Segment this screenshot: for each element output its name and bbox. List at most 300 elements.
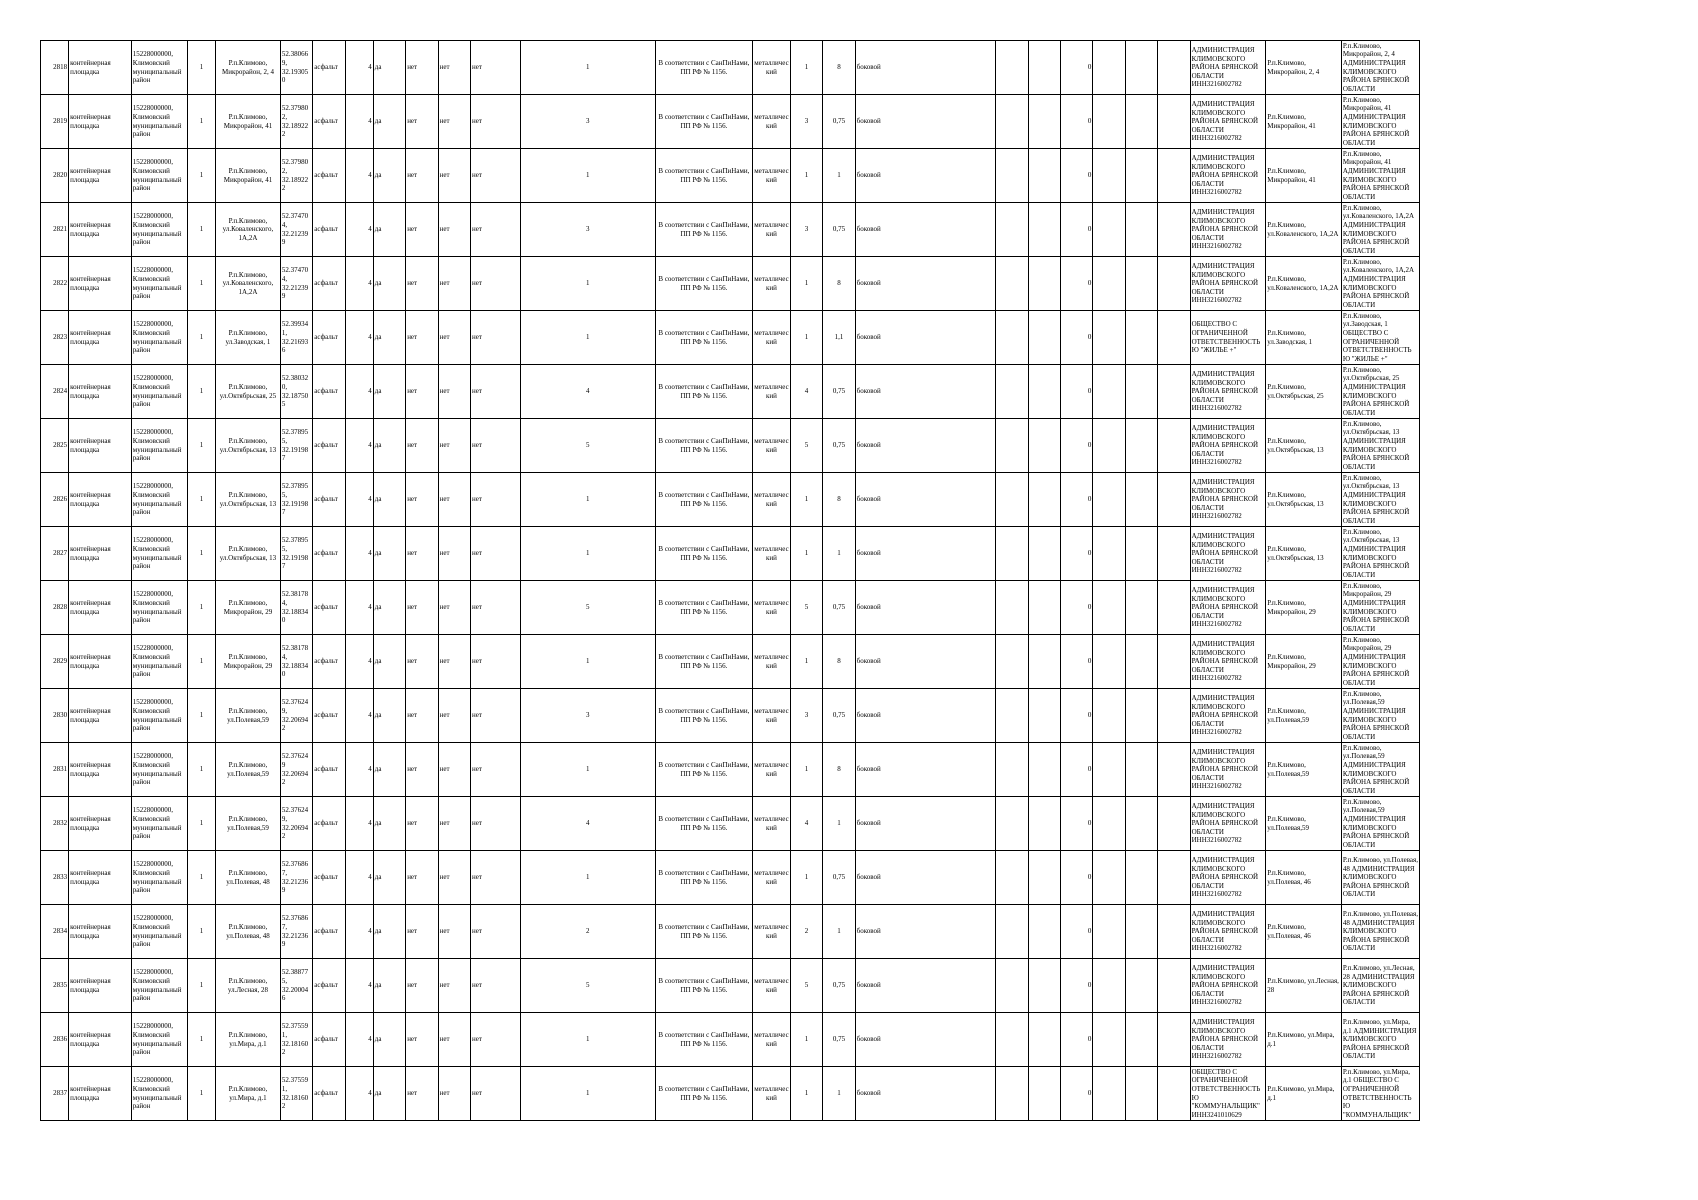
empty-5-cell <box>1158 581 1190 635</box>
empty-1-cell <box>996 203 1028 257</box>
flag-one-cell: 1 <box>187 473 215 527</box>
site-address-cell: Р.п.Климово, Микрорайон, 29 <box>216 581 281 635</box>
source-address-cell: Р.п.Климово, ул.Лесная, 28 <box>1266 959 1342 1013</box>
site-address-cell: Р.п.Климово, Микрорайон, 2, 4 <box>216 41 281 95</box>
empty-2-cell <box>1028 635 1060 689</box>
legal-basis-cell: В соответствии с СанПиНами, ПП РФ № 1156. <box>655 635 752 689</box>
flag-one-cell: 1 <box>187 581 215 635</box>
area-cell: 4 <box>345 203 373 257</box>
row-number-cell: 2819 <box>41 95 69 149</box>
legal-basis-cell: В соответствии с СанПиНами, ПП РФ № 1156. <box>655 1013 752 1067</box>
row-number-cell: 2832 <box>41 797 69 851</box>
owner-org-cell: АДМИНИСТРАЦИЯ КЛИМОВСКОГО РАЙОНА БРЯНСКОЙ ОБЛАСТИ ИНН3216002782 <box>1190 41 1266 95</box>
area-cell: 4 <box>345 149 373 203</box>
container-qty-cell: 1 <box>790 635 822 689</box>
legal-basis-cell: В соответствии с СанПиНами, ПП РФ № 1156. <box>655 689 752 743</box>
area-cell: 4 <box>345 689 373 743</box>
table-row <box>41 689 1420 743</box>
flag-no-3-cell: нет <box>471 1067 521 1121</box>
site-address-cell: Р.п.Климово, Микрорайон, 41 <box>216 95 281 149</box>
empty-5-cell <box>1158 1067 1190 1121</box>
fence-cell: да <box>373 95 405 149</box>
flag-one-cell: 1 <box>187 257 215 311</box>
table-row <box>41 257 1420 311</box>
container-volume-cell: 0,75 <box>823 689 855 743</box>
container-count-cell: 1 <box>520 1013 655 1067</box>
empty-4-cell <box>1125 95 1157 149</box>
owner-org-cell: АДМИНИСТРАЦИЯ КЛИМОВСКОГО РАЙОНА БРЯНСКОЙ ОБЛАСТИ ИНН3216002782 <box>1190 959 1266 1013</box>
oktmo-district-cell: 15228000000, Климовский муниципальный район <box>131 419 187 473</box>
container-material-cell: металлический <box>753 581 791 635</box>
container-material-cell: металлический <box>753 959 791 1013</box>
empty-3-cell <box>1093 797 1125 851</box>
row-number-cell: 2833 <box>41 851 69 905</box>
area-cell: 4 <box>345 419 373 473</box>
waste-source-cell: Р.п.Климово, ул.Коваленского, 1А,2А АДМИНИСТРАЦИЯ КЛИМОВСКОГО РАЙОНА БРЯНСКОЙ ОБЛАСТИ <box>1341 257 1419 311</box>
empty-5-cell <box>1158 149 1190 203</box>
flag-no-3-cell: нет <box>471 257 521 311</box>
site-address-cell: Р.п.Климово, ул.Мира, д.1 <box>216 1013 281 1067</box>
source-address-cell: Р.п.Климово, ул.Октябрьская, 13 <box>1266 419 1342 473</box>
empty-5-cell <box>1158 743 1190 797</box>
container-count-cell: 1 <box>520 527 655 581</box>
oktmo-district-cell: 15228000000, Климовский муниципальный район <box>131 311 187 365</box>
coordinates-cell: 52.37980 2, 32.18922 2 <box>280 149 312 203</box>
flag-no-2-cell: нет <box>438 527 470 581</box>
empty-1-cell <box>996 311 1028 365</box>
fence-cell: да <box>373 581 405 635</box>
empty-3-cell <box>1093 203 1125 257</box>
flag-one-cell: 1 <box>187 419 215 473</box>
container-volume-cell: 0,75 <box>823 365 855 419</box>
waste-source-cell: Р.п.Климово, ул.Заводская, 1 ОБЩЕСТВО С ОГРАНИЧЕННОЙ ОТВЕТСТВЕННОСТЬЮ "ЖИЛЬЕ +" <box>1341 311 1419 365</box>
row-number-cell: 2822 <box>41 257 69 311</box>
source-address-cell: Р.п.Климово, Микрорайон, 41 <box>1266 149 1342 203</box>
empty-4-cell <box>1125 581 1157 635</box>
empty-4-cell <box>1125 41 1157 95</box>
oktmo-district-cell: 15228000000, Климовский муниципальный район <box>131 743 187 797</box>
flag-one-cell: 1 <box>187 41 215 95</box>
owner-org-cell: АДМИНИСТРАЦИЯ КЛИМОВСКОГО РАЙОНА БРЯНСКОЙ ОБЛАСТИ ИНН3216002782 <box>1190 95 1266 149</box>
container-material-cell: металлический <box>753 473 791 527</box>
container-qty-cell: 2 <box>790 905 822 959</box>
flag-no-3-cell: нет <box>471 203 521 257</box>
flag-no-3-cell: нет <box>471 797 521 851</box>
empty-5-cell <box>1158 635 1190 689</box>
table-row <box>41 149 1420 203</box>
flag-no-2-cell: нет <box>438 41 470 95</box>
empty-3-cell <box>1093 257 1125 311</box>
area-cell: 4 <box>345 1067 373 1121</box>
empty-5-cell <box>1158 203 1190 257</box>
oktmo-district-cell: 15228000000, Климовский муниципальный район <box>131 257 187 311</box>
surface-type-cell: асфальт <box>313 203 345 257</box>
flag-no-2-cell: нет <box>438 743 470 797</box>
owner-org-cell: АДМИНИСТРАЦИЯ КЛИМОВСКОГО РАЙОНА БРЯНСКОЙ ОБЛАСТИ ИНН3216002782 <box>1190 797 1266 851</box>
fence-cell: да <box>373 149 405 203</box>
surface-type-cell: асфальт <box>313 257 345 311</box>
oktmo-district-cell: 15228000000, Климовский муниципальный район <box>131 797 187 851</box>
flag-one-cell: 1 <box>187 203 215 257</box>
empty-5-cell <box>1158 365 1190 419</box>
site-address-cell: Р.п.Климово, ул.Заводская, 1 <box>216 311 281 365</box>
oktmo-district-cell: 15228000000, Климовский муниципальный район <box>131 41 187 95</box>
container-material-cell: металлический <box>753 149 791 203</box>
object-type-cell: контейнерная площадка <box>69 95 132 149</box>
zero-value-cell: 0 <box>1060 41 1092 95</box>
flag-no-1-cell: нет <box>406 959 438 1013</box>
empty-4-cell <box>1125 689 1157 743</box>
container-qty-cell: 5 <box>790 581 822 635</box>
site-address-cell: Р.п.Климово, ул.Лесная, 28 <box>216 959 281 1013</box>
empty-2-cell <box>1028 257 1060 311</box>
coordinates-cell: 52.37559 1, 32.18160 2 <box>280 1067 312 1121</box>
surface-type-cell: асфальт <box>313 905 345 959</box>
container-qty-cell: 1 <box>790 257 822 311</box>
container-count-cell: 1 <box>520 311 655 365</box>
source-address-cell: Р.п.Климово, ул.Полевая, 46 <box>1266 851 1342 905</box>
load-type-cell: боковой <box>855 743 995 797</box>
empty-1-cell <box>996 905 1028 959</box>
coordinates-cell: 52.37624 9 32.20694 2 <box>280 743 312 797</box>
flag-no-2-cell: нет <box>438 95 470 149</box>
oktmo-district-cell: 15228000000, Климовский муниципальный район <box>131 203 187 257</box>
empty-4-cell <box>1125 905 1157 959</box>
legal-basis-cell: В соответствии с СанПиНами, ПП РФ № 1156. <box>655 365 752 419</box>
load-type-cell: боковой <box>855 905 995 959</box>
empty-2-cell <box>1028 1067 1060 1121</box>
object-type-cell: контейнерная площадка <box>69 41 132 95</box>
container-count-cell: 1 <box>520 473 655 527</box>
table-row <box>41 365 1420 419</box>
container-count-cell: 1 <box>520 851 655 905</box>
legal-basis-cell: В соответствии с СанПиНами, ПП РФ № 1156. <box>655 257 752 311</box>
object-type-cell: контейнерная площадка <box>69 365 132 419</box>
flag-no-3-cell: нет <box>471 743 521 797</box>
empty-3-cell <box>1093 419 1125 473</box>
container-qty-cell: 1 <box>790 851 822 905</box>
container-material-cell: металлический <box>753 311 791 365</box>
flag-one-cell: 1 <box>187 743 215 797</box>
surface-type-cell: асфальт <box>313 41 345 95</box>
fence-cell: да <box>373 365 405 419</box>
legal-basis-cell: В соответствии с СанПиНами, ПП РФ № 1156. <box>655 203 752 257</box>
empty-1-cell <box>996 743 1028 797</box>
flag-no-2-cell: нет <box>438 149 470 203</box>
empty-2-cell <box>1028 95 1060 149</box>
oktmo-district-cell: 15228000000, Климовский муниципальный район <box>131 149 187 203</box>
flag-no-1-cell: нет <box>406 203 438 257</box>
table-row <box>41 419 1420 473</box>
empty-1-cell <box>996 95 1028 149</box>
flag-one-cell: 1 <box>187 365 215 419</box>
surface-type-cell: асфальт <box>313 149 345 203</box>
flag-one-cell: 1 <box>187 527 215 581</box>
waste-source-cell: Р.п.Климово, ул.Октябрьская, 13 АДМИНИСТРАЦИЯ КЛИМОВСКОГО РАЙОНА БРЯНСКОЙ ОБЛАСТИ <box>1341 527 1419 581</box>
object-type-cell: контейнерная площадка <box>69 1013 132 1067</box>
empty-1-cell <box>996 1013 1028 1067</box>
empty-5-cell <box>1158 473 1190 527</box>
flag-no-1-cell: нет <box>406 149 438 203</box>
flag-one-cell: 1 <box>187 635 215 689</box>
flag-no-1-cell: нет <box>406 41 438 95</box>
zero-value-cell: 0 <box>1060 743 1092 797</box>
owner-org-cell: АДМИНИСТРАЦИЯ КЛИМОВСКОГО РАЙОНА БРЯНСКОЙ ОБЛАСТИ ИНН3216002782 <box>1190 149 1266 203</box>
zero-value-cell: 0 <box>1060 905 1092 959</box>
container-volume-cell: 1 <box>823 527 855 581</box>
oktmo-district-cell: 15228000000, Климовский муниципальный район <box>131 473 187 527</box>
row-number-cell: 2821 <box>41 203 69 257</box>
coordinates-cell: 52.37686 7, 32.21236 9 <box>280 905 312 959</box>
zero-value-cell: 0 <box>1060 419 1092 473</box>
flag-no-1-cell: нет <box>406 1013 438 1067</box>
flag-no-3-cell: нет <box>471 311 521 365</box>
empty-1-cell <box>996 41 1028 95</box>
row-number-cell: 2831 <box>41 743 69 797</box>
surface-type-cell: асфальт <box>313 1013 345 1067</box>
coordinates-cell: 52.37686 7, 32.21236 9 <box>280 851 312 905</box>
flag-no-2-cell: нет <box>438 905 470 959</box>
area-cell: 4 <box>345 743 373 797</box>
empty-4-cell <box>1125 149 1157 203</box>
zero-value-cell: 0 <box>1060 149 1092 203</box>
container-count-cell: 1 <box>520 743 655 797</box>
empty-1-cell <box>996 959 1028 1013</box>
empty-3-cell <box>1093 311 1125 365</box>
container-material-cell: металлический <box>753 527 791 581</box>
object-type-cell: контейнерная площадка <box>69 635 132 689</box>
legal-basis-cell: В соответствии с СанПиНами, ПП РФ № 1156. <box>655 149 752 203</box>
container-volume-cell: 1 <box>823 905 855 959</box>
area-cell: 4 <box>345 635 373 689</box>
fence-cell: да <box>373 635 405 689</box>
container-volume-cell: 1 <box>823 1067 855 1121</box>
legal-basis-cell: В соответствии с СанПиНами, ПП РФ № 1156. <box>655 851 752 905</box>
empty-1-cell <box>996 635 1028 689</box>
waste-source-cell: Р.п.Климово, ул.Полевая, 48 АДМИНИСТРАЦИЯ КЛИМОВСКОГО РАЙОНА БРЯНСКОЙ ОБЛАСТИ <box>1341 905 1419 959</box>
container-count-cell: 3 <box>520 95 655 149</box>
row-number-cell: 2835 <box>41 959 69 1013</box>
waste-source-cell: Р.п.Климово, ул.Октябрьская, 25 АДМИНИСТРАЦИЯ КЛИМОВСКОГО РАЙОНА БРЯНСКОЙ ОБЛАСТИ <box>1341 365 1419 419</box>
container-qty-cell: 3 <box>790 95 822 149</box>
container-material-cell: металлический <box>753 851 791 905</box>
table-row <box>41 905 1420 959</box>
flag-no-1-cell: нет <box>406 635 438 689</box>
coordinates-cell: 52.37895 5, 32.19198 7 <box>280 419 312 473</box>
container-material-cell: металлический <box>753 257 791 311</box>
flag-no-3-cell: нет <box>471 851 521 905</box>
zero-value-cell: 0 <box>1060 311 1092 365</box>
empty-3-cell <box>1093 1013 1125 1067</box>
table-row <box>41 527 1420 581</box>
flag-no-1-cell: нет <box>406 1067 438 1121</box>
table-row <box>41 581 1420 635</box>
flag-no-1-cell: нет <box>406 473 438 527</box>
empty-2-cell <box>1028 41 1060 95</box>
empty-2-cell <box>1028 473 1060 527</box>
container-count-cell: 1 <box>520 1067 655 1121</box>
surface-type-cell: асфальт <box>313 365 345 419</box>
table-row <box>41 95 1420 149</box>
fence-cell: да <box>373 743 405 797</box>
legal-basis-cell: В соответствии с СанПиНами, ПП РФ № 1156. <box>655 1067 752 1121</box>
load-type-cell: боковой <box>855 1013 995 1067</box>
surface-type-cell: асфальт <box>313 851 345 905</box>
owner-org-cell: АДМИНИСТРАЦИЯ КЛИМОВСКОГО РАЙОНА БРЯНСКОЙ ОБЛАСТИ ИНН3216002782 <box>1190 851 1266 905</box>
empty-4-cell <box>1125 257 1157 311</box>
flag-no-1-cell: нет <box>406 257 438 311</box>
legal-basis-cell: В соответствии с СанПиНами, ПП РФ № 1156. <box>655 527 752 581</box>
coordinates-cell: 52.37624 9, 32.20694 2 <box>280 797 312 851</box>
container-qty-cell: 1 <box>790 1067 822 1121</box>
oktmo-district-cell: 15228000000, Климовский муниципальный район <box>131 527 187 581</box>
surface-type-cell: асфальт <box>313 743 345 797</box>
empty-5-cell <box>1158 41 1190 95</box>
registry-table <box>40 40 1420 1121</box>
empty-1-cell <box>996 257 1028 311</box>
empty-3-cell <box>1093 959 1125 1013</box>
empty-2-cell <box>1028 959 1060 1013</box>
zero-value-cell: 0 <box>1060 581 1092 635</box>
waste-source-cell: Р.п.Климово, ул.Полевая, 48 АДМИНИСТРАЦИЯ КЛИМОВСКОГО РАЙОНА БРЯНСКОЙ ОБЛАСТИ <box>1341 851 1419 905</box>
empty-5-cell <box>1158 95 1190 149</box>
container-count-cell: 5 <box>520 581 655 635</box>
owner-org-cell: АДМИНИСТРАЦИЯ КЛИМОВСКОГО РАЙОНА БРЯНСКОЙ ОБЛАСТИ ИНН3216002782 <box>1190 473 1266 527</box>
container-qty-cell: 1 <box>790 1013 822 1067</box>
source-address-cell: Р.п.Климово, ул.Полевая,59 <box>1266 743 1342 797</box>
surface-type-cell: асфальт <box>313 473 345 527</box>
row-number-cell: 2830 <box>41 689 69 743</box>
source-address-cell: Р.п.Климово, ул.Мира, д.1 <box>1266 1013 1342 1067</box>
oktmo-district-cell: 15228000000, Климовский муниципальный район <box>131 95 187 149</box>
row-number-cell: 2824 <box>41 365 69 419</box>
row-number-cell: 2827 <box>41 527 69 581</box>
flag-no-1-cell: нет <box>406 311 438 365</box>
owner-org-cell: ОБЩЕСТВО С ОГРАНИЧЕННОЙ ОТВЕТСТВЕННОСТЬЮ "ЖИЛЬЕ +" <box>1190 311 1266 365</box>
empty-3-cell <box>1093 95 1125 149</box>
container-volume-cell: 8 <box>823 635 855 689</box>
flag-one-cell: 1 <box>187 689 215 743</box>
container-volume-cell: 0,75 <box>823 95 855 149</box>
flag-no-1-cell: нет <box>406 419 438 473</box>
coordinates-cell: 52.37895 5, 32.19198 7 <box>280 527 312 581</box>
coordinates-cell: 52.37624 9, 32.20694 2 <box>280 689 312 743</box>
site-address-cell: Р.п.Климово, Микрорайон, 41 <box>216 149 281 203</box>
site-address-cell: Р.п.Климово, ул.Полевая,59 <box>216 689 281 743</box>
flag-one-cell: 1 <box>187 95 215 149</box>
container-count-cell: 4 <box>520 365 655 419</box>
flag-no-3-cell: нет <box>471 95 521 149</box>
empty-3-cell <box>1093 1067 1125 1121</box>
area-cell: 4 <box>345 257 373 311</box>
empty-1-cell <box>996 473 1028 527</box>
load-type-cell: боковой <box>855 257 995 311</box>
empty-3-cell <box>1093 851 1125 905</box>
flag-no-3-cell: нет <box>471 689 521 743</box>
surface-type-cell: асфальт <box>313 635 345 689</box>
site-address-cell: Р.п.Климово, Микрорайон, 29 <box>216 635 281 689</box>
row-number-cell: 2820 <box>41 149 69 203</box>
empty-5-cell <box>1158 419 1190 473</box>
oktmo-district-cell: 15228000000, Климовский муниципальный район <box>131 959 187 1013</box>
empty-4-cell <box>1125 1067 1157 1121</box>
load-type-cell: боковой <box>855 959 995 1013</box>
coordinates-cell: 52.38066 9, 32.19305 0 <box>280 41 312 95</box>
object-type-cell: контейнерная площадка <box>69 149 132 203</box>
waste-source-cell: Р.п.Климово, ул.Коваленского, 1А,2А АДМИНИСТРАЦИЯ КЛИМОВСКОГО РАЙОНА БРЯНСКОЙ ОБЛАСТИ <box>1341 203 1419 257</box>
empty-4-cell <box>1125 527 1157 581</box>
area-cell: 4 <box>345 905 373 959</box>
source-address-cell: Р.п.Климово, ул.Коваленского, 1А,2А <box>1266 257 1342 311</box>
flag-no-2-cell: нет <box>438 473 470 527</box>
fence-cell: да <box>373 1013 405 1067</box>
empty-2-cell <box>1028 149 1060 203</box>
empty-4-cell <box>1125 851 1157 905</box>
object-type-cell: контейнерная площадка <box>69 257 132 311</box>
flag-no-3-cell: нет <box>471 635 521 689</box>
row-number-cell: 2823 <box>41 311 69 365</box>
owner-org-cell: АДМИНИСТРАЦИЯ КЛИМОВСКОГО РАЙОНА БРЯНСКОЙ ОБЛАСТИ ИНН3216002782 <box>1190 527 1266 581</box>
empty-4-cell <box>1125 365 1157 419</box>
object-type-cell: контейнерная площадка <box>69 203 132 257</box>
site-address-cell: Р.п.Климово, ул.Октябрьская, 13 <box>216 473 281 527</box>
table-row <box>41 743 1420 797</box>
surface-type-cell: асфальт <box>313 689 345 743</box>
coordinates-cell: 52.37559 1, 32.18160 2 <box>280 1013 312 1067</box>
waste-source-cell: Р.п.Климово, ул.Лесная, 28 АДМИНИСТРАЦИЯ КЛИМОВСКОГО РАЙОНА БРЯНСКОЙ ОБЛАСТИ <box>1341 959 1419 1013</box>
zero-value-cell: 0 <box>1060 473 1092 527</box>
container-qty-cell: 1 <box>790 527 822 581</box>
container-material-cell: металлический <box>753 1013 791 1067</box>
empty-2-cell <box>1028 203 1060 257</box>
source-address-cell: Р.п.Климово, ул.Мира, д.1 <box>1266 1067 1342 1121</box>
legal-basis-cell: В соответствии с СанПиНами, ПП РФ № 1156. <box>655 959 752 1013</box>
source-address-cell: Р.п.Климово, ул.Полевая, 46 <box>1266 905 1342 959</box>
legal-basis-cell: В соответствии с СанПиНами, ПП РФ № 1156. <box>655 311 752 365</box>
empty-5-cell <box>1158 257 1190 311</box>
container-qty-cell: 3 <box>790 203 822 257</box>
area-cell: 4 <box>345 581 373 635</box>
object-type-cell: контейнерная площадка <box>69 527 132 581</box>
flag-no-3-cell: нет <box>471 527 521 581</box>
empty-1-cell <box>996 527 1028 581</box>
flag-no-1-cell: нет <box>406 581 438 635</box>
container-count-cell: 1 <box>520 635 655 689</box>
area-cell: 4 <box>345 797 373 851</box>
flag-no-3-cell: нет <box>471 149 521 203</box>
container-volume-cell: 1,1 <box>823 311 855 365</box>
legal-basis-cell: В соответствии с СанПиНами, ПП РФ № 1156. <box>655 95 752 149</box>
owner-org-cell: АДМИНИСТРАЦИЯ КЛИМОВСКОГО РАЙОНА БРЯНСКОЙ ОБЛАСТИ ИНН3216002782 <box>1190 257 1266 311</box>
flag-no-3-cell: нет <box>471 1013 521 1067</box>
table-row <box>41 41 1420 95</box>
waste-source-cell: Р.п.Климово, ул.Полевая,59 АДМИНИСТРАЦИЯ КЛИМОВСКОГО РАЙОНА БРЯНСКОЙ ОБЛАСТИ <box>1341 689 1419 743</box>
oktmo-district-cell: 15228000000, Климовский муниципальный район <box>131 905 187 959</box>
flag-one-cell: 1 <box>187 851 215 905</box>
object-type-cell: контейнерная площадка <box>69 419 132 473</box>
empty-4-cell <box>1125 203 1157 257</box>
surface-type-cell: асфальт <box>313 1067 345 1121</box>
flag-no-3-cell: нет <box>471 419 521 473</box>
empty-2-cell <box>1028 527 1060 581</box>
flag-no-3-cell: нет <box>471 365 521 419</box>
fence-cell: да <box>373 311 405 365</box>
row-number-cell: 2826 <box>41 473 69 527</box>
empty-3-cell <box>1093 473 1125 527</box>
empty-5-cell <box>1158 905 1190 959</box>
object-type-cell: контейнерная площадка <box>69 959 132 1013</box>
flag-one-cell: 1 <box>187 149 215 203</box>
